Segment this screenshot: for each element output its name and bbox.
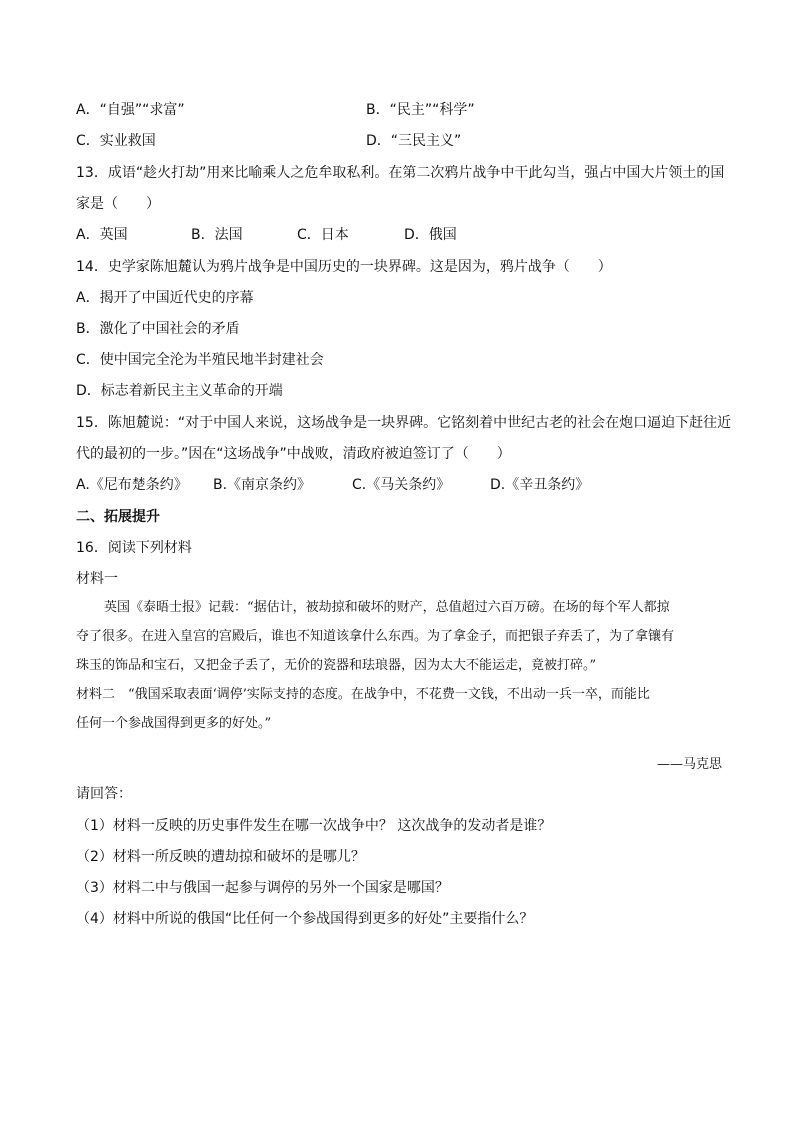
quote-attribution: ——马克思 <box>656 757 722 772</box>
q12-option-b: B．“民主”“科学” <box>366 102 475 118</box>
q13-option-c: C．日本 <box>297 227 349 243</box>
q14-option-b: B．激化了中国社会的矛盾 <box>76 321 240 337</box>
q13-option-a: A．英国 <box>76 227 128 243</box>
section-title: 二、拓展提升 <box>76 509 160 525</box>
q14-stem: 14．史学家陈旭麓认为鸦片战争是中国历史的一块界碑。这是因为，鸦片战争（ ） <box>76 259 612 275</box>
material1-text-line3: 珠玉的饰品和宝石，又把金子丢了，无价的瓷器和珐琅器，因为太大不能运走，竟被打碎。” <box>76 658 597 673</box>
material2-text-line1: 材料二 “俄国采取表面‘调停’实际支持的态度。在战争中，不花费一文钱，不出动一兵一卒，而能比 <box>76 687 650 702</box>
q14-option-c: C．使中国完全沦为半殖民地半封建社会 <box>76 352 324 368</box>
q15-option-b: B.《南京条约》 <box>213 477 312 493</box>
sub-question-3: （3）材料二中与俄国一起参与调停的另外一个国家是哪国？ <box>76 880 449 896</box>
q15-stem-line1: 15．陈旭麓说：“对于中国人来说，这场战争是一块界碑。它铭刻着中世纪古老的社会在炮口逼迫下赶往近 <box>76 415 732 431</box>
q14-option-d: D．标志着新民主主义革命的开端 <box>76 383 283 399</box>
q12-option-c: C．实业救国 <box>76 133 156 149</box>
q15-option-c: C.《马关条约》 <box>352 477 451 493</box>
material2-text-line2: 任何一个参战国得到更多的好处。” <box>76 716 272 731</box>
q13-stem-line2: 家是（ ） <box>76 196 160 212</box>
q13-option-d: D．俄国 <box>404 227 457 243</box>
q14-option-a: A．揭开了中国近代史的序幕 <box>76 290 254 306</box>
material1-text-line1: 英国《泰晤士报》记载：“据估计，被劫掠和破坏的财产，总值超过六百万磅。在场的每个军人都掠 <box>104 600 670 615</box>
material1-text-line2: 夺了很多。在进入皇宫的宫殿后，谁也不知道该拿什么东西。为了拿金子，而把银子弃丢了，为了拿镶有 <box>76 629 675 644</box>
q12-option-d: D．“三民主义” <box>366 133 462 149</box>
sub-question-2: （2）材料一所反映的遭劫掠和破坏的是哪儿？ <box>76 849 365 865</box>
q13-stem-line1: 13．成语“趁火打劫”用来比喻乘人之危牟取私利。在第二次鸦片战争中干此勾当，强占中国大片领土的国 <box>76 165 725 181</box>
q16-stem: 16．阅读下列材料 <box>76 540 192 556</box>
material1-label: 材料一 <box>76 571 118 587</box>
answer-prompt: 请回答： <box>76 786 132 802</box>
sub-question-4: （4）材料中所说的俄国“比任何一个参战国得到更多的好处”主要指什么？ <box>76 911 534 927</box>
q15-stem-line2: 代的最初的一步。”因在“这场战争”中战败，清政府被迫签订了（ ） <box>76 446 511 462</box>
q13-option-b: B．法国 <box>191 227 243 243</box>
q12-option-a: A．“自强”“求富” <box>76 102 185 118</box>
q15-option-a: A.《尼布楚条约》 <box>76 477 188 493</box>
q15-option-d: D.《辛丑条约》 <box>490 477 590 493</box>
sub-question-1: （1）材料一反映的历史事件发生在哪一次战争中？ 这次战争的发动者是谁？ <box>76 818 552 834</box>
